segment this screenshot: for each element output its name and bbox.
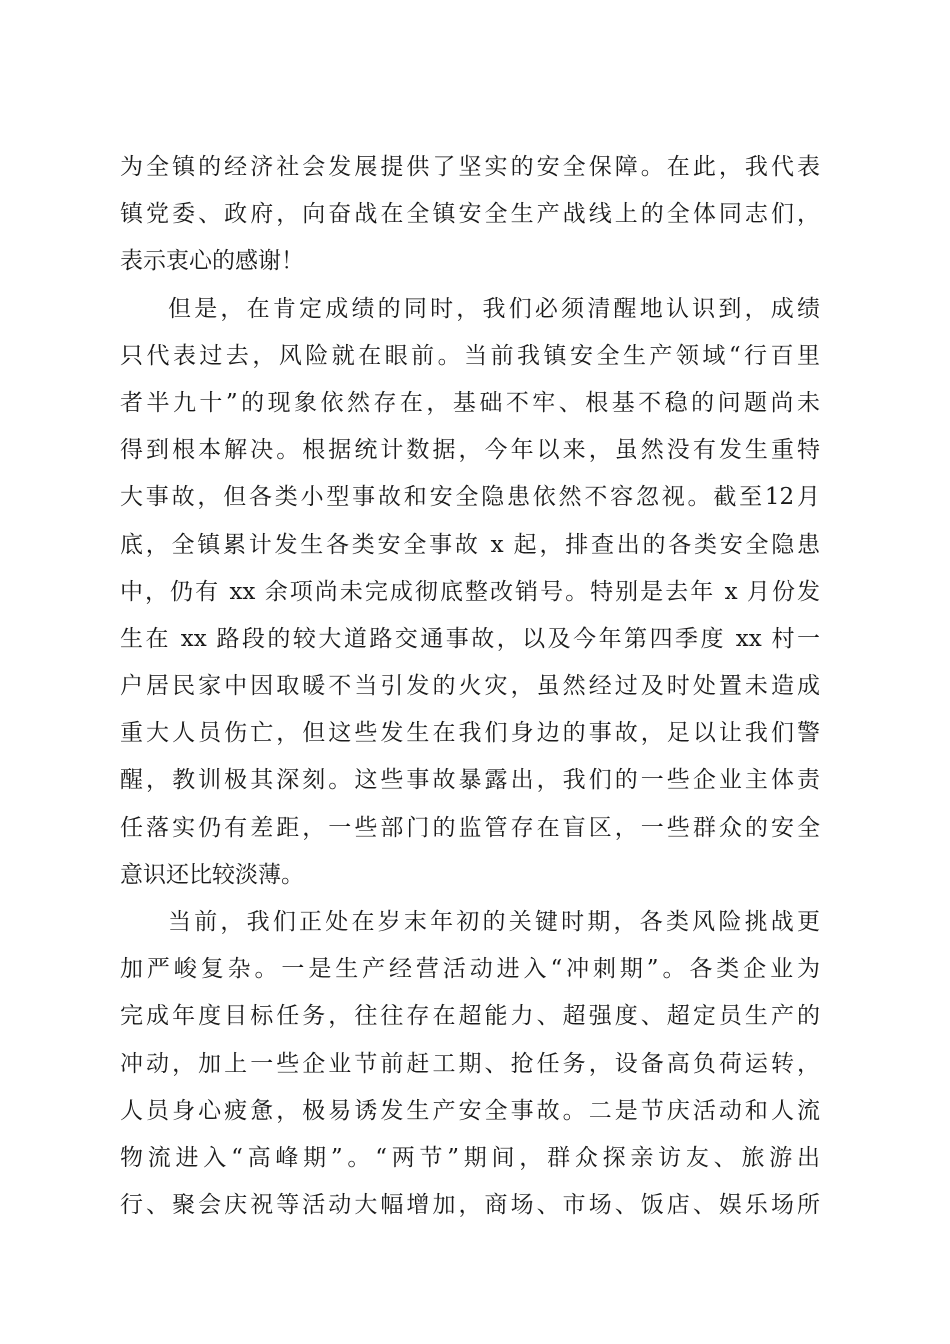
text-line: 者半九十”的现象依然存在，基础不牢、根基不稳的问题尚未	[120, 389, 820, 416]
text-line: 完成年度目标任务，往往存在超能力、超强度、超定员生产的	[120, 1003, 820, 1030]
text-line: 冲动，加上一些企业节前赶工期、抢任务，设备高负荷运转，	[120, 1050, 820, 1077]
text-line: 只代表过去，风险就在眼前。当前我镇安全生产领域“行百里	[120, 342, 820, 369]
text-line: 户居民家中因取暖不当引发的火灾，虽然经过及时处置未造成	[120, 673, 820, 700]
text-line: 加严峻复杂。一是生产经营活动进入“冲刺期”。各类企业为	[120, 956, 820, 983]
text-line: 生在 xx 路段的较大道路交通事故，以及今年第四季度 xx 村一	[120, 625, 820, 652]
text-line: 醒，教训极其深刻。这些事故暴露出，我们的一些企业主体责	[120, 767, 820, 794]
text-line: 得到根本解决。根据统计数据，今年以来，虽然没有发生重特	[120, 437, 820, 464]
text-line: 任落实仍有差距，一些部门的监管存在盲区，一些群众的安全	[120, 814, 820, 841]
text-line: 大事故，但各类小型事故和安全隐患依然不容忽视。截至12月	[120, 484, 820, 511]
text-line: 为全镇的经济社会发展提供了坚实的安全保障。在此，我代表	[120, 154, 820, 180]
text-line: 重大人员伤亡，但这些发生在我们身边的事故，足以让我们警	[120, 720, 820, 747]
text-line: 人员身心疲惫，极易诱发生产安全事故。二是节庆活动和人流	[120, 1097, 820, 1124]
text-line: 表示衷心的感谢！	[120, 248, 304, 275]
text-line: 底，全镇累计发生各类安全事故 x 起，排查出的各类安全隐患	[120, 531, 820, 558]
paragraph-first-line: 当前，我们正处在岁末年初的关键时期，各类风险挑战更	[168, 909, 820, 935]
paragraph-first-line: 但是，在肯定成绩的同时，我们必须清醒地认识到，成绩	[168, 295, 820, 322]
text-line: 镇党委、政府，向奋战在全镇安全生产战线上的全体同志们，	[120, 201, 820, 228]
text-line: 意识还比较淡薄。	[120, 861, 304, 888]
text-line: 中，仍有 xx 余项尚未完成彻底整改销号。特别是去年 x 月份发	[120, 578, 820, 605]
text-line: 行、聚会庆祝等活动大幅增加，商场、市场、饭店、娱乐场所	[120, 1192, 820, 1219]
text-line: 物流进入“高峰期”。“两节”期间，群众探亲访友、旅游出	[120, 1144, 820, 1171]
body-text	[120, 144, 820, 1229]
